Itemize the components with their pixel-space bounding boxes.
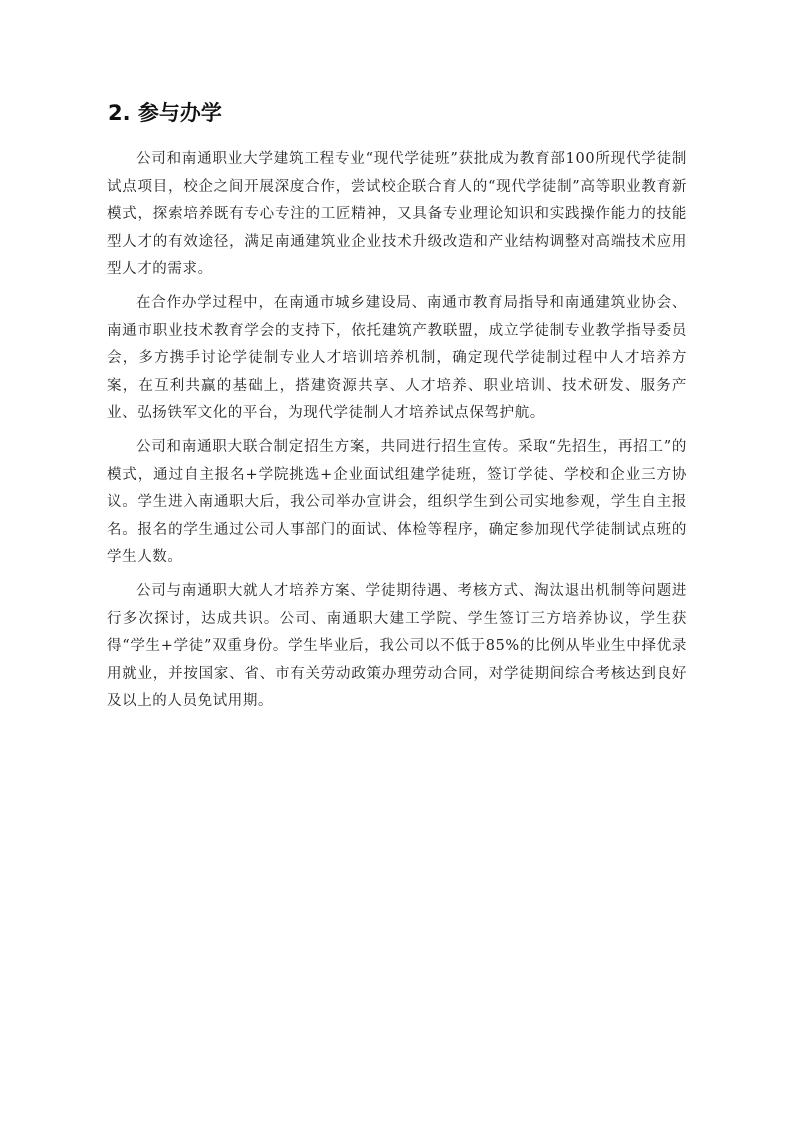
paragraph-1: 公司和南通职业大学建筑工程专业“现代学徒班”获批成为教育部100所现代学徒制试点项目，校企之间开展深度合作，尝试校企联合育人的“现代学徒制”高等职业教育新模式，探索培养既有专心专注的工匠精神，又具备专业理论知识和实践操作能力的技能型人才的有效途径，满足南通建筑业企业技术升级改造和产业结构调整对高端技术应用型人才的需求。 xyxy=(107,151,687,278)
paragraph-4: 公司与南通职大就人才培养方案、学徒期待遇、考核方式、淘汰退出机制等问题进行多次探讨，达成共识。公司、南通职大建工学院、学生签订三方培养协议，学生获得“学生+学徒”双重身份。学生毕业后，我公司以不低于85%的比例从毕业生中择优录用就业，并按国家、省、市有关劳动政策办理劳动合同，对学徒期间综合考核达到良好及以上的人员免试用期。 xyxy=(107,582,687,710)
section-heading: 2. 参与办学 xyxy=(108,101,222,125)
section-body xyxy=(107,146,687,722)
paragraph-3: 公司和南通职大联合制定招生方案，共同进行招生宣传。采取“先招生，再招工”的模式，通过自主报名+学院挑选+企业面试组建学徒班，签订学徒、学校和企业三方协议。学生进入南通职大后，我公司举办宣讲会，组织学生到公司实地参观，学生自主报名。报名的学生通过公司人事部门的面试、体检等程序，确定参加现代学徒制试点班的学生人数。 xyxy=(107,438,687,566)
paragraph-2: 在合作办学过程中，在南通市城乡建设局、南通市教育局指导和南通建筑业协会、南通市职业技术教育学会的支持下，依托建筑产教联盟，成立学徒制专业教学指导委员会，多方携手讨论学徒制专业人才培训培养机制，确定现代学徒制过程中人才培养方案，在互利共赢的基础上，搭建资源共享、人才培养、职业培训、技术研发、服务产业、弘扬铁军文化的平台，为现代学徒制人才培养试点保驾护航。 xyxy=(107,294,687,422)
